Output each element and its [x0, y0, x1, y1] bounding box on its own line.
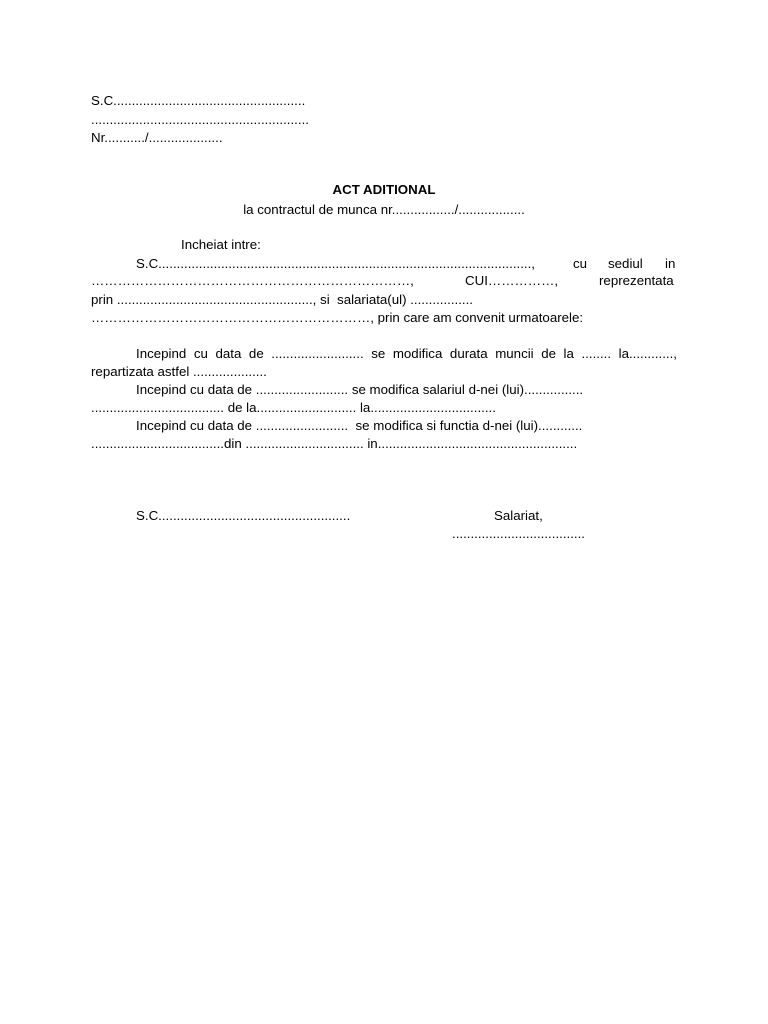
party-address-dots: ………………………………………………………………, [91, 273, 414, 288]
clause-salary: Incepind cu data de ......................... se modifica salariul d-nei (lui)................ [136, 382, 584, 397]
header-company: S.C.................................................... [91, 93, 306, 108]
intro-text: Incheiat intre: [181, 237, 261, 252]
clause-function-cont: ....................................din ................................ in...................................................... [91, 436, 578, 451]
document-subtitle: la contractul de munca nr................./.................. [243, 202, 525, 217]
party-in: in [665, 256, 676, 271]
party-sc: S.C....................................................................................................., [136, 256, 535, 271]
signature-employee-line: .................................... [452, 526, 585, 541]
party-convenit: ………………………………………………………, prin care am convenit urmatoarele: [91, 310, 584, 325]
clause-duration: Incepind cu data de ......................... se modifica durata muncii de la ........ la............, [136, 346, 677, 361]
party-reprezentata: reprezentata [599, 273, 674, 288]
clause-function: Incepind cu data de ......................... se modifica si functia d-nei (lui)............ [136, 418, 583, 433]
header-number: Nr.........../.................... [91, 130, 223, 145]
party-cui: CUI……………, [465, 273, 559, 288]
document-title: ACT ADITIONAL [332, 182, 436, 197]
party-cu: cu [573, 256, 588, 271]
party-sediul: sediul [608, 256, 643, 271]
clause-salary-cont: .................................... de la........................... la.................................. [91, 400, 496, 415]
clause-duration-cont: repartizata astfel .................... [91, 364, 267, 379]
party-prin: prin ....................................................., si salariata(ul) ................. [91, 292, 474, 307]
signature-company: S.C.................................................... [136, 508, 351, 523]
header-company-line2: ........................................................... [91, 112, 309, 127]
signature-employee-label: Salariat, [494, 508, 543, 523]
